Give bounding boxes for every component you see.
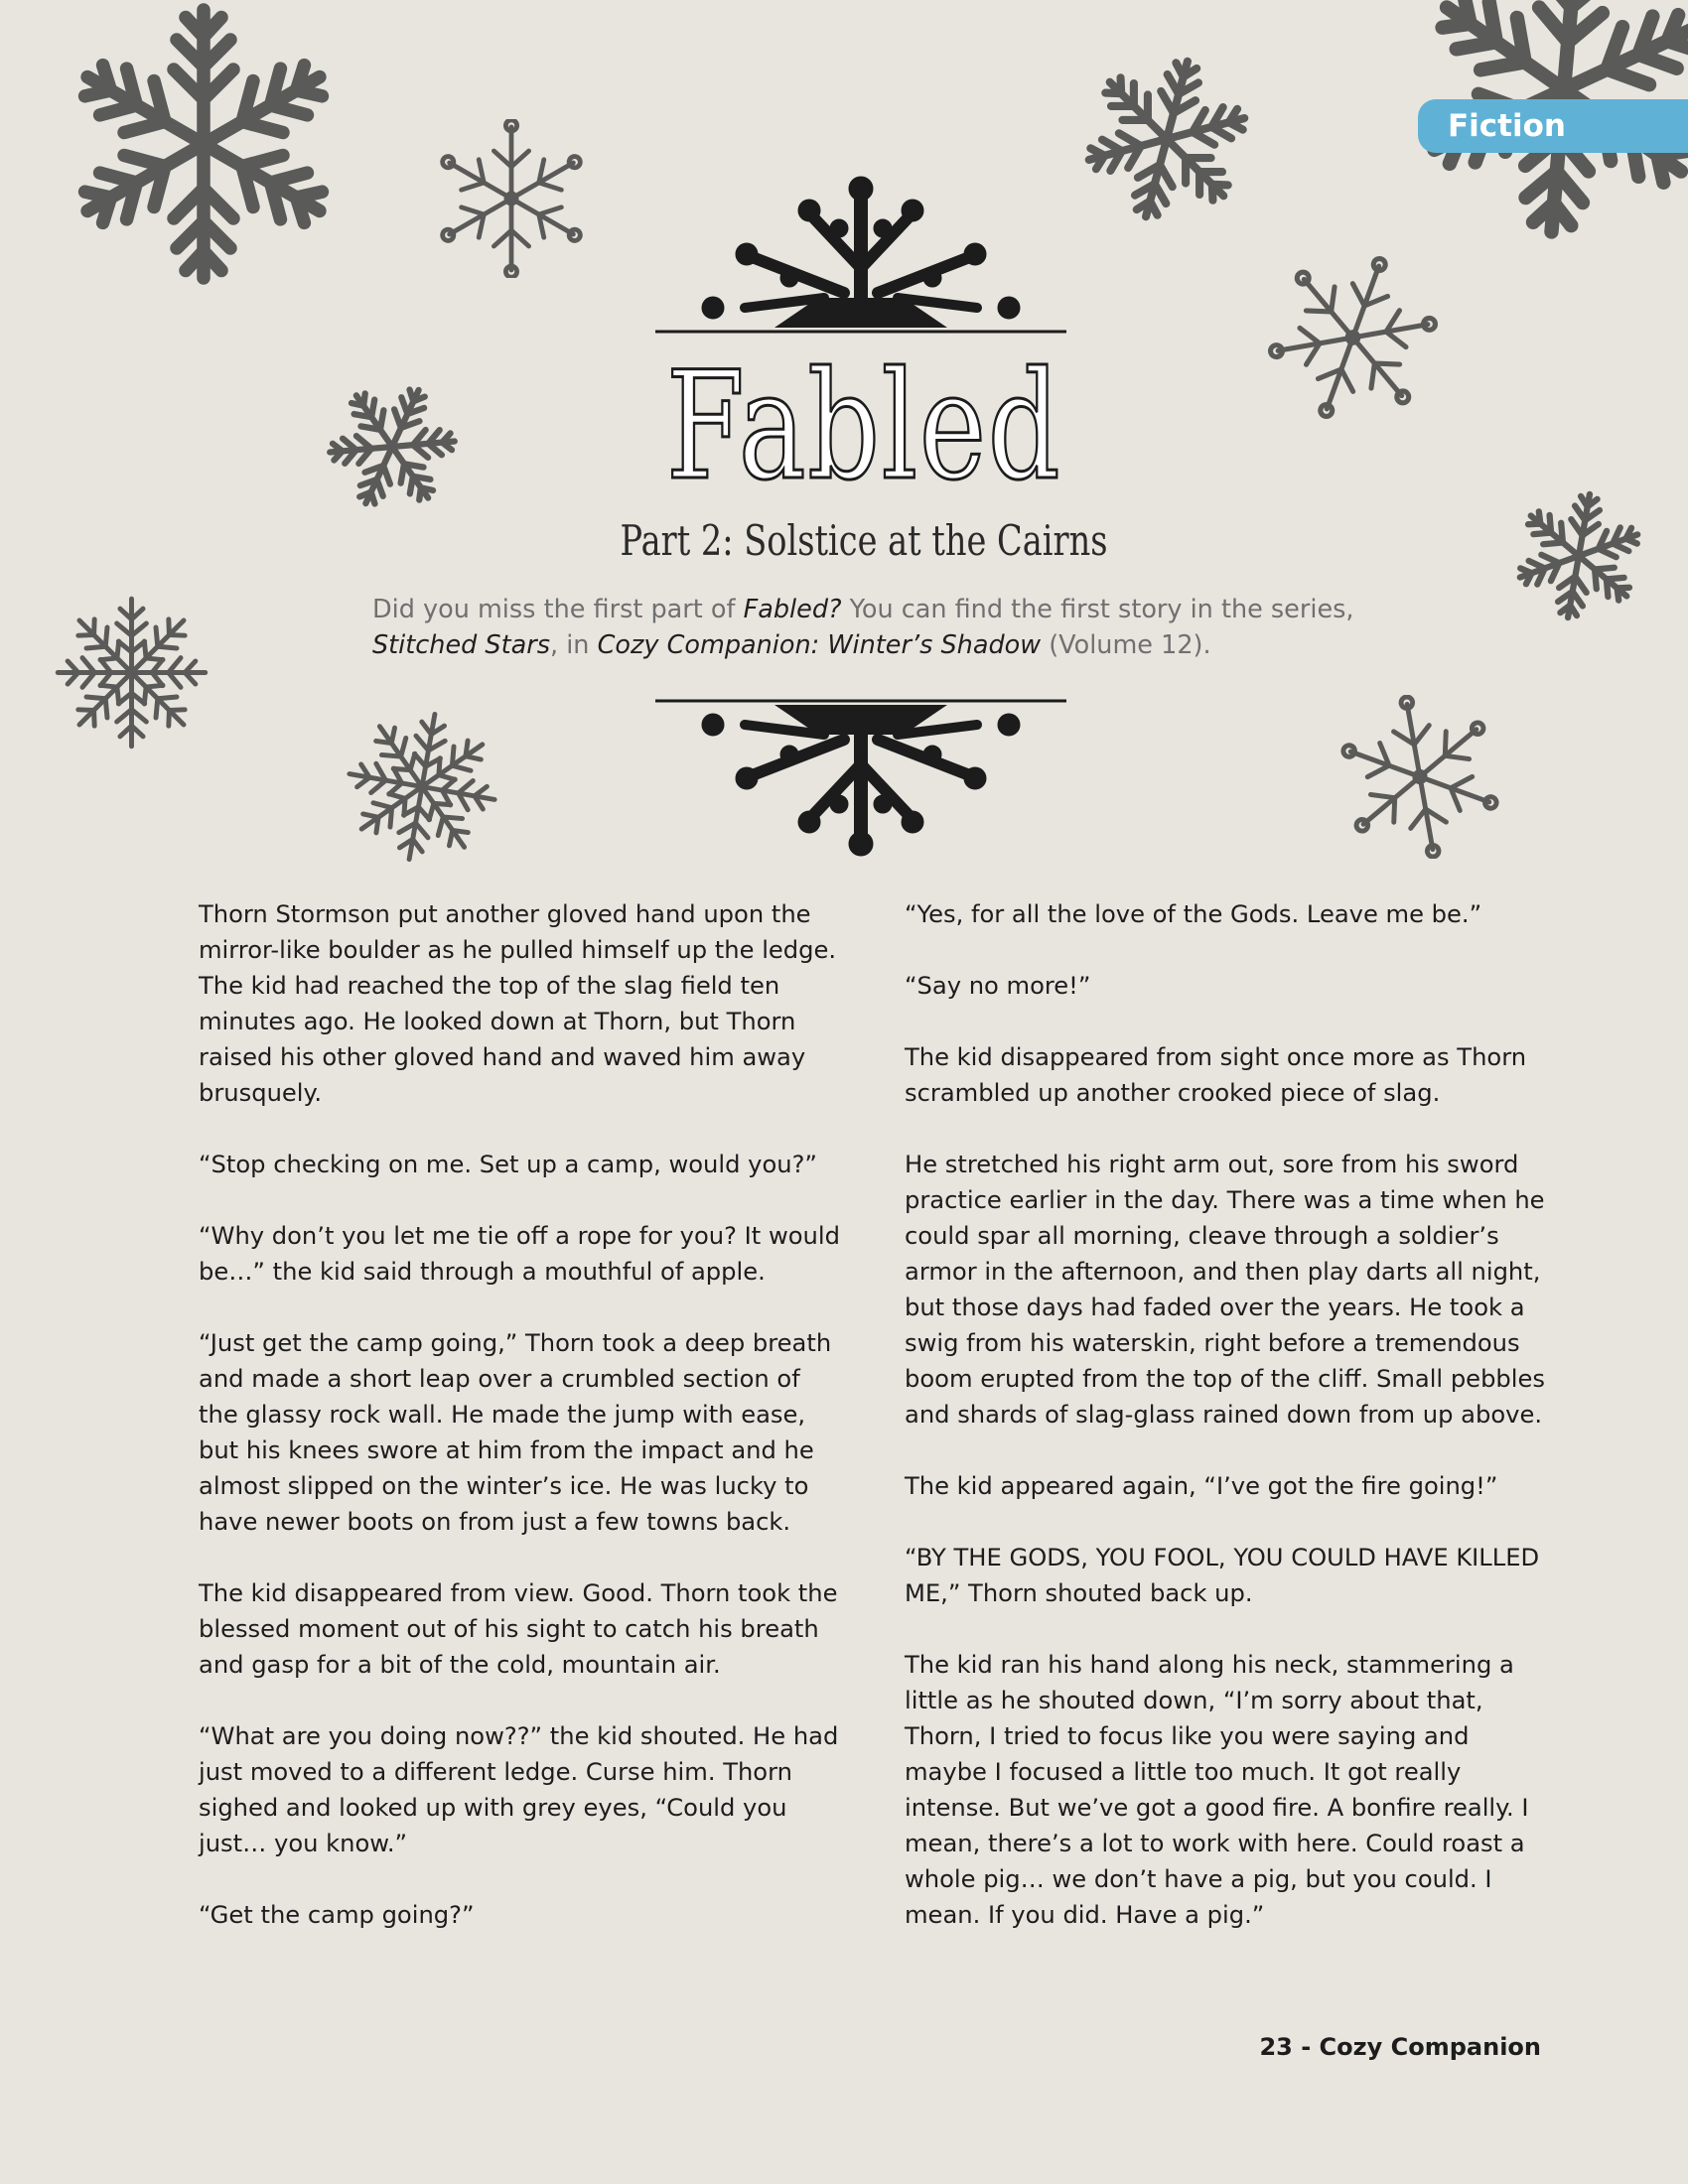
snowflake-icon <box>1261 253 1445 422</box>
page-title: Fabled <box>665 341 1062 513</box>
story-paragraph: The kid appeared again, “I’ve got the fire going!” <box>905 1472 1498 1500</box>
snowflake-icon <box>1504 486 1653 625</box>
snowflake-icon <box>333 705 511 869</box>
story-paragraph: The kid disappeared from sight once more as Thorn scrambled up another crooked piece of slag. <box>905 1043 1527 1107</box>
story-paragraph: He stretched his right arm out, sore from his sword practice earlier in the day. There was a time when he could spar all morning, cleave through a soldier’s armor in the afternoon, and then play darts all night, but those days had faded over the years. He took a swig from his waterskin, right before a tremendous boom erupted from the top of the cliff. Small pebbles and shards of slag-glass rained down from up above. <box>905 1151 1545 1429</box>
story-paragraph: “Say no more!” <box>905 972 1091 1000</box>
story-paragraph: “Stop checking on me. Set up a camp, would you?” <box>199 1151 817 1178</box>
story-paragraph: “Get the camp going?” <box>199 1901 475 1929</box>
story-paragraph: Thorn Stormson put another gloved hand upon the mirror-like boulder as he pulled himself up the ledge. The kid had reached the top of the slag field ten minutes ago. He looked down at Thorn, but Thorn raised his other gloved hand and waved him away brusquely. <box>199 900 837 1107</box>
snowflake-icon <box>1331 695 1509 859</box>
snowflake-icon <box>422 119 601 278</box>
section-tab[interactable]: Fiction <box>1418 99 1688 153</box>
story-paragraph: “Just get the camp going,” Thorn took a deep breath and made a short leap over a crumbled section of the glassy rock wall. He made the jump with ease, but his knees swore at him from the impact and he almost slipped on the winter’s ice. He was lucky to have newer boots on from just a few towns back. <box>199 1329 832 1536</box>
story-paragraph: The kid ran his hand along his neck, stammering a little as he shouted down, “I’m sorry about that, Thorn, I tried to focus like you were saying and maybe I focused a little too much. It got really intense. But we’ve got a good fire. A bonfire really. I mean, there’s a lot to work with here. Could roast a whole pig… we don’t have a pig, but you could. I mean. If you did. Have a pig.” <box>905 1651 1529 1929</box>
story-paragraph: “BY THE GODS, YOU FOOL, YOU COULD HAVE KILLED ME,” Thorn shouted back up. <box>905 1544 1540 1607</box>
story-paragraph: “What are you doing now??” the kid shouted. He had just moved to a different ledge. Curse him. Thorn sighed and looked up with grey eyes, “Could you just… you know.” <box>199 1722 839 1857</box>
ornament-icon <box>655 695 1066 874</box>
snowflake-icon <box>318 377 467 516</box>
snowflake-icon <box>1077 50 1256 228</box>
snowflake-icon <box>40 591 223 754</box>
page-footer: 23 - Cozy Companion <box>1259 2033 1541 2061</box>
ornament-icon <box>655 159 1066 338</box>
snowflake-icon <box>40 0 367 293</box>
story-paragraph: “Why don’t you let me tie off a rope for you? It would be…” the kid said through a mouthful of apple. <box>199 1222 840 1286</box>
story-paragraph: “Yes, for all the love of the Gods. Leave me be.” <box>905 900 1482 928</box>
page-subtitle: Part 2: Solstice at the Cairns <box>620 516 1108 565</box>
story-paragraph: The kid disappeared from view. Good. Thorn took the blessed moment out of his sight to catch his breath and gasp for a bit of the cold, mountain air. <box>199 1579 838 1679</box>
story-column-left <box>199 896 844 1969</box>
intro-text: Did you miss the first part of Fabled? You can find the first story in the series, Stitched Stars, in Cozy Companion: Winter’s Shadow (Volume 12). <box>372 595 1354 660</box>
story-column-right <box>905 896 1550 1969</box>
